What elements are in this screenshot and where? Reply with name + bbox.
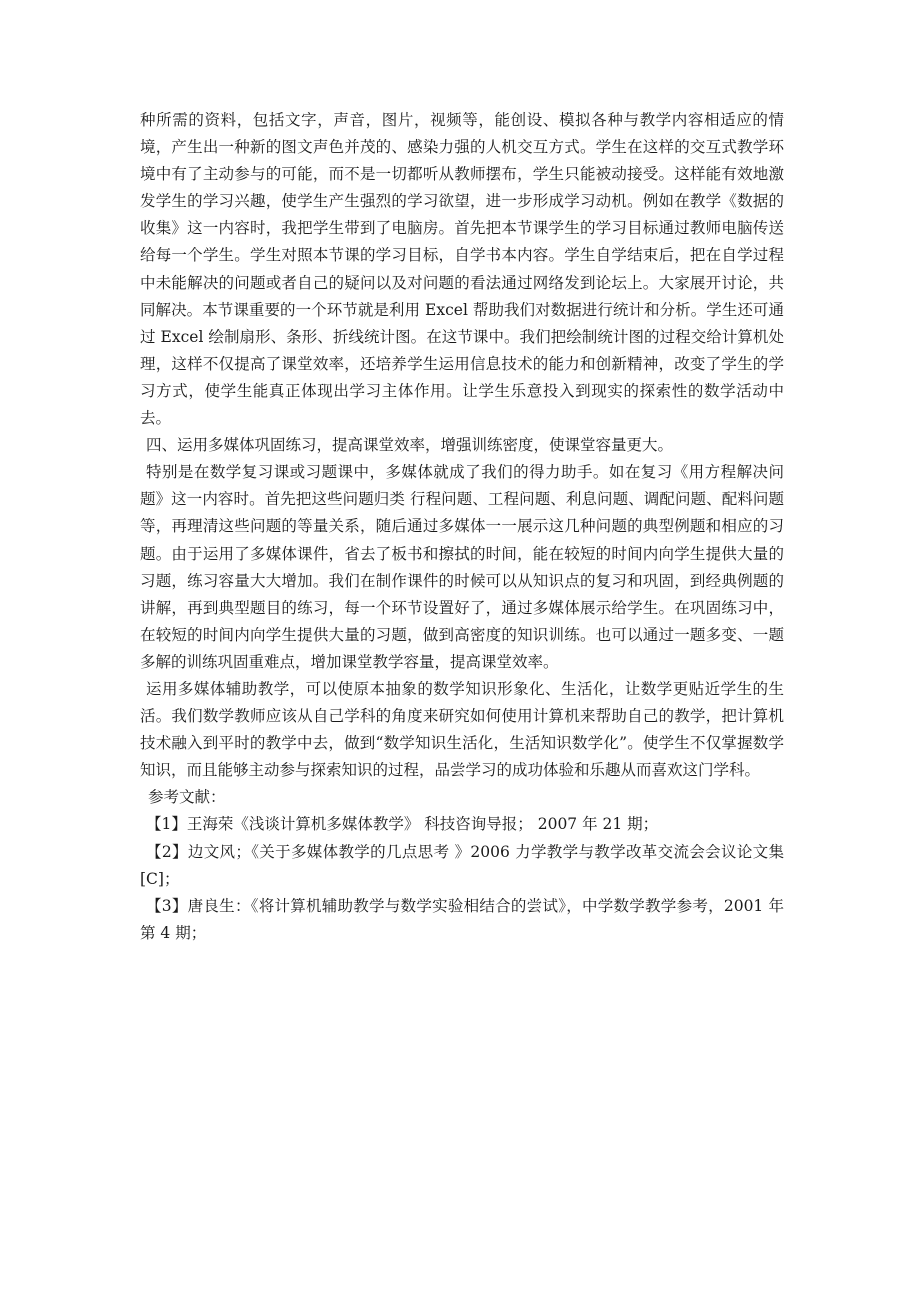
reference-item: 【2】边文风；《关于多媒体教学的几点思考 》2006 力学教学与教学改革交流会会议论文集[C]；: [140, 842, 784, 888]
reference-item: 【3】唐良生：《将计算机辅助教学与数学实验相结合的尝试》，中学数学教学参考，2001 年第 4 期；: [140, 896, 784, 942]
references-label: 参考文献：: [148, 788, 226, 807]
body-paragraph: 种所需的资料，包括文字，声音，图片，视频等，能创设、模拟各种与教学内容相适应的情境，产生出一种新的图文声色并茂的、感染力强的人机交互方式。学生在这样的交互式教学环境中有了主动参与的可能，而不是一切都听从教师摆布，学生只能被动接受。这样能有效地激发学生的学习兴趣，使学生产生强烈的学习欲望，进一步形成学习动机。例如在教学《数据的收集》这一内容时，我把学生带到了电脑房。首先把本节课学生的学习目标通过教师电脑传送给每一个学生。学生对照本节课的学习目标，自学书本内容。学生自学结束后，把在自学过程中未能解决的问题或者自己的疑问以及对问题的看法通过网络发到论坛上。大家展开讨论，共同解决。本节课重要的一个环节就是利用 Excel 帮助我们对数据进行统计和分析。学生还可通过 Excel 绘制扇形、条形、折线统计图。在这节课中。我们把绘制统计图的过程交给计算机处理，这样不仅提高了课堂效率，还培养学生运用信息技术的能力和创新精神，改变了学生的学习方式，使学生能真正体现出学习主体作用。让学生乐意投入到现实的探索性的数学活动中去。: [140, 111, 784, 428]
body-paragraph: 特别是在数学复习课或习题课中，多媒体就成了我们的得力助手。如在复习《用方程解决问题》这一内容时。首先把这些问题归类 行程问题、工程问题、利息问题、调配问题、配料问题等，再理清这些问题的等量关系，随后通过多媒体一一展示这几种问题的典型例题和相应的习题。由于运用了多媒体课件，省去了板书和擦拭的时间，能在较短的时间内向学生提供大量的习题，练习容量大大增加。我们在制作课件的时候可以从知识点的复习和巩固，到经典例题的讲解，再到典型题目的练习，每一个环节设置好了，通过多媒体展示给学生。在巩固练习中，在较短的时间内向学生提供大量的习题，做到高密度的知识训练。也可以通过一题多变、一题多解的训练巩固重难点，增加课堂教学容量，提高课堂效率。: [140, 463, 784, 671]
section-heading: 四、运用多媒体巩固练习，提高课堂效率，增强训练密度，使课堂容量更大。: [146, 436, 674, 455]
document-body: [140, 107, 784, 947]
body-paragraph: 运用多媒体辅助教学，可以使原本抽象的数学知识形象化、生活化，让数学更贴近学生的生活。我们数学教师应该从自己学科的角度来研究如何使用计算机来帮助自己的教学，把计算机技术融入到平时的教学中去，做到“数学知识生活化，生活知识数学化”。使学生不仅掌握数学知识，而且能够主动参与探索知识的过程，品尝学习的成功体验和乐趣从而喜欢这门学科。: [140, 679, 784, 780]
reference-item: 【1】王海荣《浅谈计算机多媒体教学》 科技咨询导报； 2007 年 21 期；: [146, 815, 659, 834]
